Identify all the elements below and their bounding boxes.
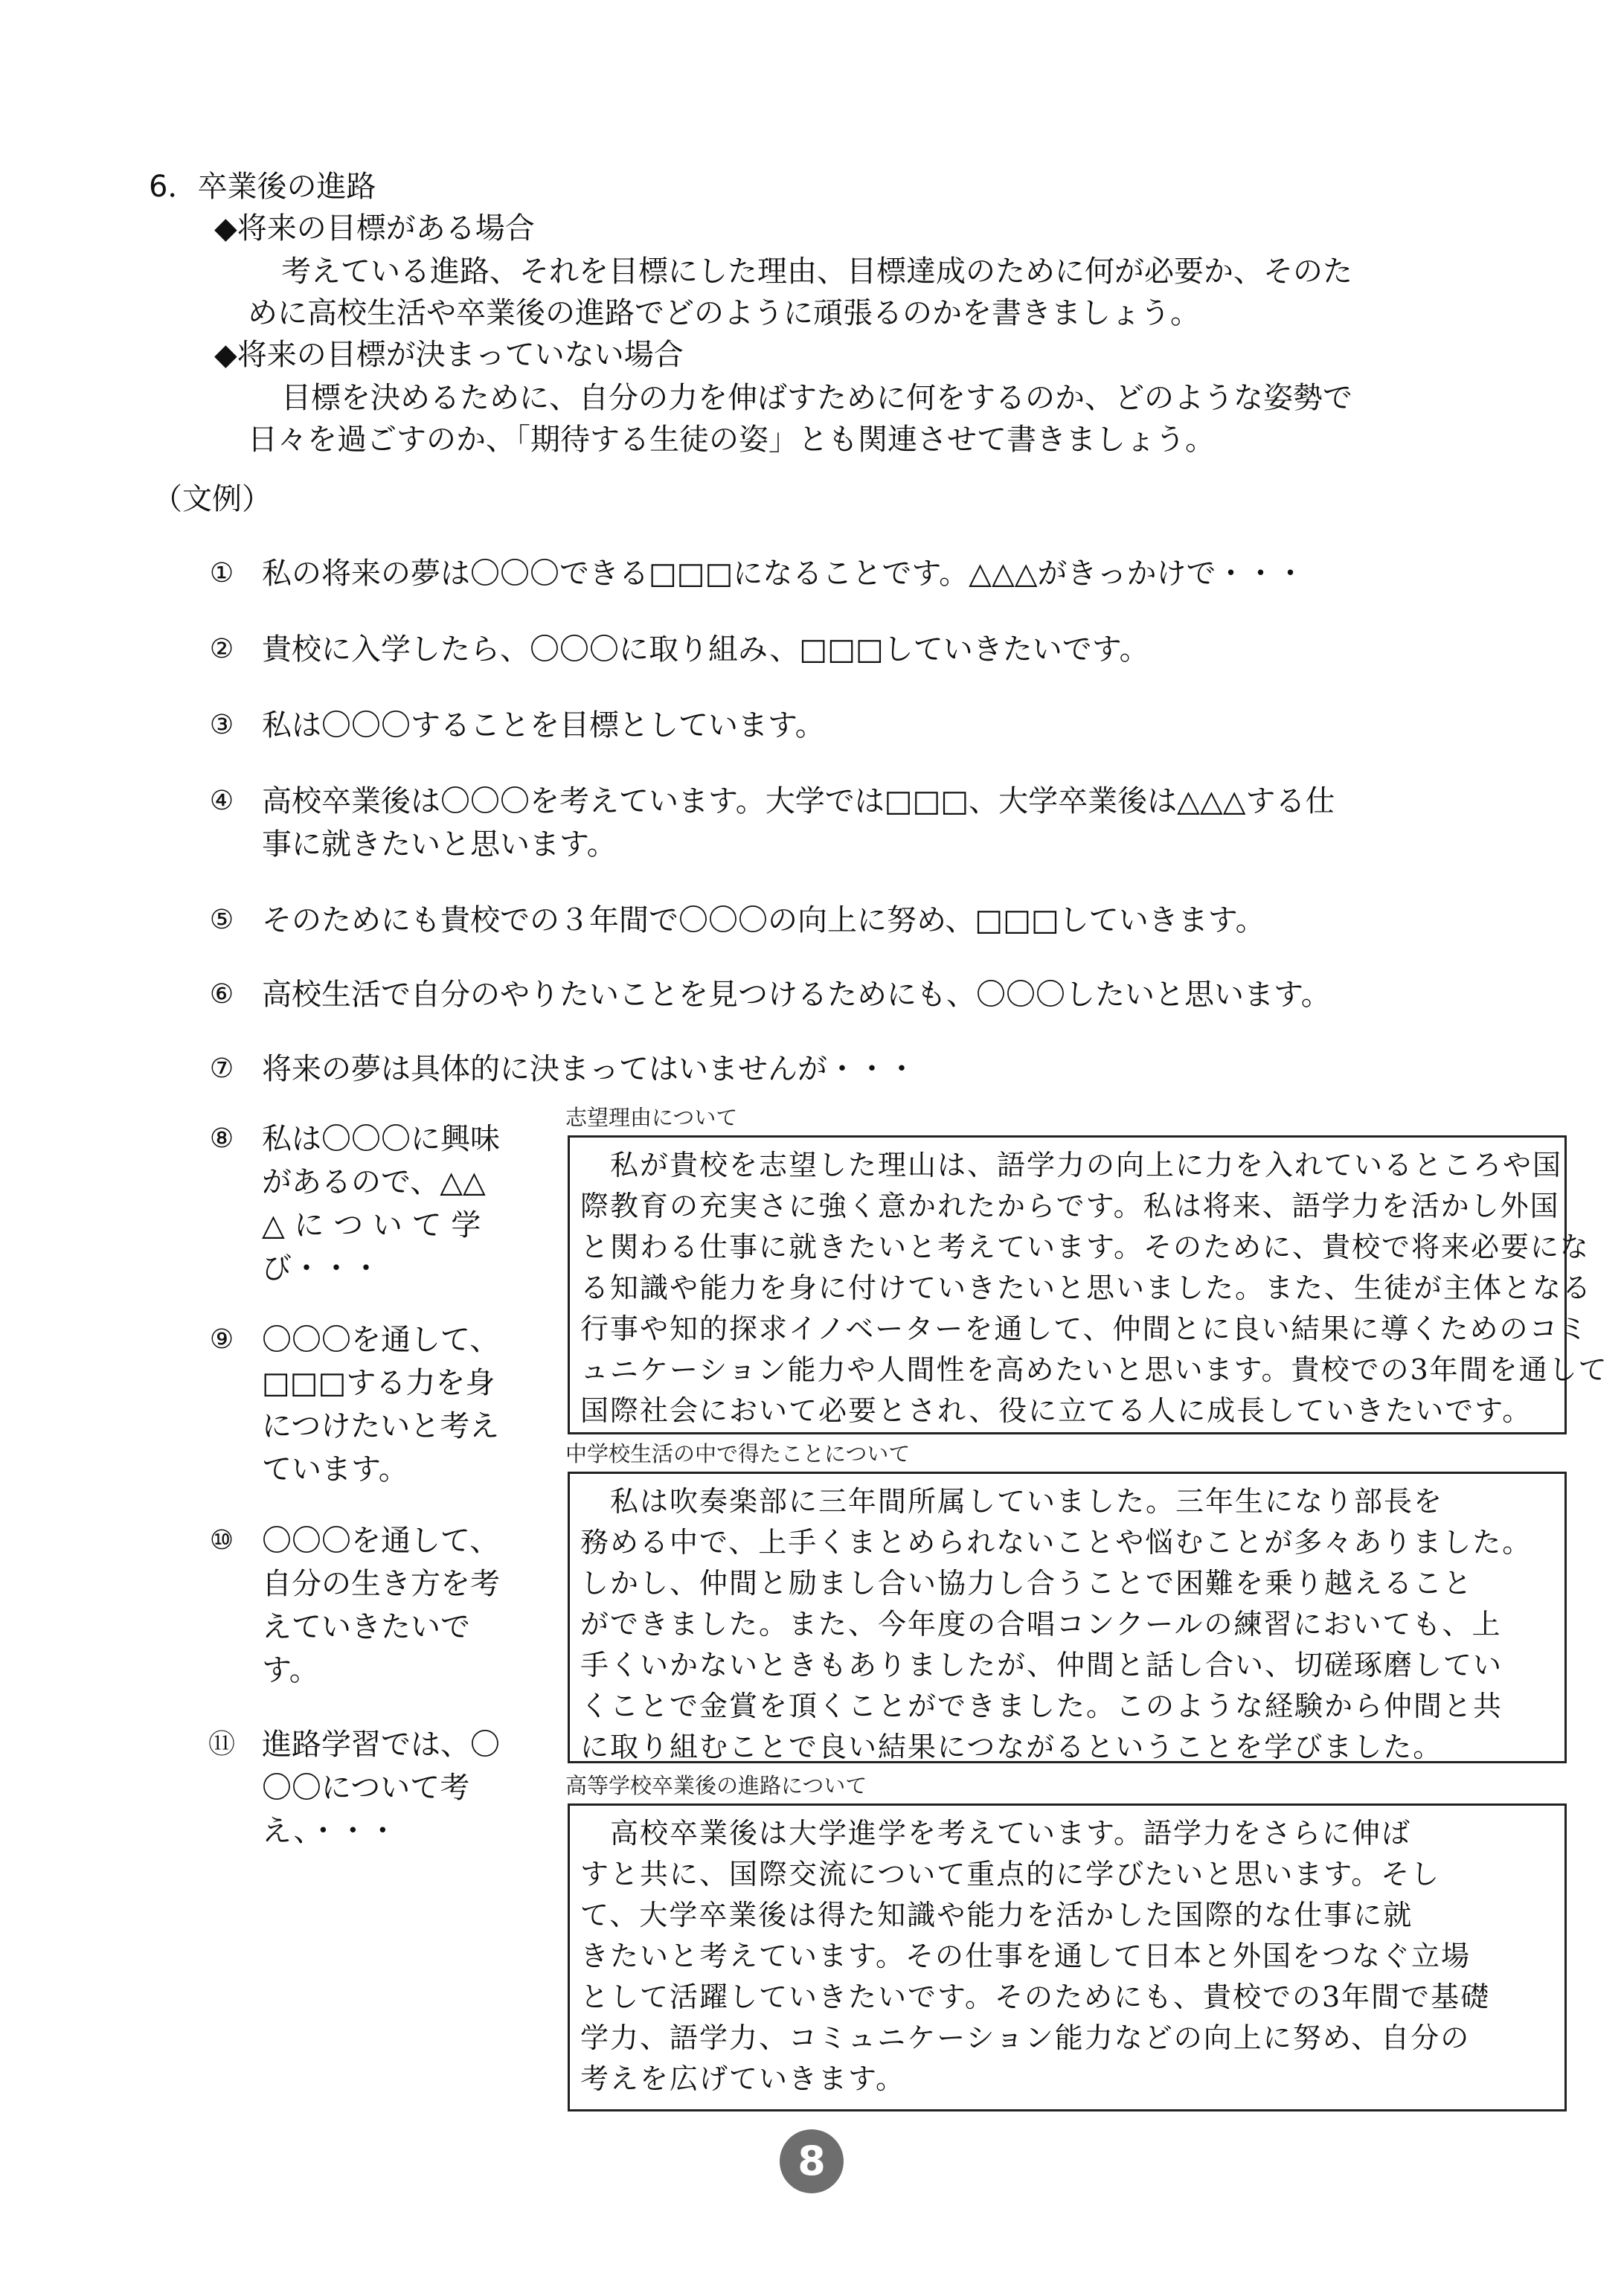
example-text: 高校卒業後は〇〇〇を考えています。大学では□□□、大学卒業後は△△△する仕	[262, 784, 1335, 818]
case2-line-1: 目標を決めるために、自分の力を伸ばすために何をするのか、どのような姿勢で	[281, 381, 1352, 415]
sample-line: と関わる仕事に就きたいと考えています。そのために、貴校で将来必要にな	[580, 1231, 1590, 1263]
sample-line: て、大学卒業後は得た知識や能力を活かした国際的な仕事に就	[580, 1899, 1413, 1931]
example-text: そのためにも貴校での３年間で〇〇〇の向上に努め、□□□していきます。	[262, 903, 1265, 937]
case1-line-1: 考えている進路、それを目標にした理由、目標達成のために何が必要か、そのた	[281, 254, 1352, 289]
sample-caption-junior-high: 中学校生活の中で得たことについて	[565, 1441, 911, 1466]
sample-caption-motivation: 志望理由について	[565, 1105, 738, 1130]
example-text: 事に就きたいと思います。	[262, 827, 617, 862]
example-text: 私の将来の夢は〇〇〇できる□□□になることです。△△△がきっかけで・・・	[262, 557, 1306, 591]
example-number: ⑥	[209, 979, 234, 1010]
case2-heading: ◆将来の目標が決まっていない場合	[214, 338, 684, 372]
example-text: 貴校に入学したら、〇〇〇に取り組み、□□□していきたいです。	[262, 632, 1149, 667]
sample-line: ができました。また、今年度の合唱コンクールの練習においても、上	[580, 1608, 1502, 1641]
examples-label: （文例）	[153, 482, 272, 516]
sample-line: る知識や能力を身に付けていきたいと思いました。また、生徒が主体となる	[580, 1272, 1593, 1304]
sample-line: 行事や知的探求イノベーターを通して、仲間とに良い結果に導くためのコミ	[580, 1312, 1589, 1345]
example-number: ⑪	[208, 1729, 235, 1760]
example-number: ④	[209, 786, 234, 816]
example-number: ⑦	[209, 1054, 234, 1084]
sample-line: 私は吹奏楽部に三年間所属していました。三年生になり部長を	[580, 1485, 1444, 1518]
example-text: 高校生活で自分のやりたいことを見つけるためにも、〇〇〇したいと思います。	[262, 978, 1331, 1012]
sample-line: 私が貴校を志望した理山は、語学力の向上に力を入れているところや国	[580, 1149, 1563, 1181]
sample-line: すと共に、国際交流について重点的に学びたいと思います。そし	[580, 1858, 1441, 1891]
sample-line: しかし、仲間と励まし合い協力し合うことで困難を乗り越えること	[580, 1567, 1474, 1600]
sample-line: きたいと考えています。その仕事を通して日本と外国をつなぐ立場	[580, 1940, 1471, 1972]
sample-line: くことで金賞を頂くことができました。このような経験から仲間と共	[580, 1690, 1503, 1722]
page-number-badge: 8	[780, 2129, 844, 2193]
example-number: ②	[209, 634, 234, 664]
sample-line: 高校卒業後は大学進学を考えています。語学力をさらに伸ば	[580, 1817, 1411, 1850]
sample-line: に取り組むことで良い結果につながるということを学びました。	[580, 1731, 1443, 1763]
sample-line: として活躍していきたいです。そのためにも、貴校での3年間で基礎	[580, 1981, 1491, 2013]
example-number: ⑩	[209, 1525, 234, 1556]
section-title: 6．卒業後の進路	[149, 170, 376, 204]
sample-line: 務める中で、上手くまとめられないことや悩むことが多々ありました。	[580, 1526, 1532, 1559]
sample-box-junior-high	[568, 1472, 1567, 1763]
example-text: 私は〇〇〇することを目標としています。	[262, 708, 825, 743]
sample-line: 考えを広げていきます。	[580, 2062, 905, 2095]
example-text: 〇〇〇を通して、 自分の生き方を考 えていきたいで す。	[262, 1524, 500, 1687]
example-number: ⑧	[209, 1123, 234, 1154]
example-number: ③	[209, 710, 234, 740]
example-text: 進路学習では、〇 〇〇について考 え、・・・	[262, 1728, 500, 1848]
sample-line: 際教育の充実さに強く意かれたからです。私は将来、語学力を活かし外国	[580, 1190, 1560, 1222]
sample-line: ュニケーション能力や人間性を高めたいと思います。貴校での3年間を通して	[580, 1353, 1608, 1386]
sample-box-after-graduation	[568, 1803, 1567, 2111]
example-text: 〇〇〇を通して、 □□□する力を身 につけたいと考え ています。	[262, 1323, 500, 1487]
example-text: 私は〇〇〇に興味 があるので、△△ △ に つ い て 学 び・・・	[262, 1122, 500, 1286]
case2-line-2: 日々を過ごすのか、「期待する生徒の姿」とも関連させて書きましょう。	[248, 423, 1215, 457]
sample-caption-after-graduation: 高等学校卒業後の進路について	[565, 1773, 867, 1798]
case1-heading: ◆将来の目標がある場合	[214, 211, 535, 246]
sample-box-motivation	[568, 1135, 1608, 1434]
sample-line: 国際社会において必要とされ、役に立てる人に成長していきたいです。	[580, 1394, 1532, 1427]
sample-line: 学力、語学力、コミュニケーション能力などの向上に努め、自分の	[580, 2021, 1471, 2054]
sample-line: 手くいかないときもありましたが、仲間と話し合い、切磋琢磨してい	[580, 1649, 1503, 1681]
example-number: ①	[209, 558, 234, 589]
example-number: ⑤	[209, 905, 234, 935]
example-number: ⑨	[209, 1324, 234, 1355]
case1-line-2: めに高校生活や卒業後の進路でどのように頑張るのかを書きましょう。	[248, 296, 1200, 330]
example-text: 将来の夢は具体的に決まってはいませんが・・・	[262, 1052, 917, 1086]
